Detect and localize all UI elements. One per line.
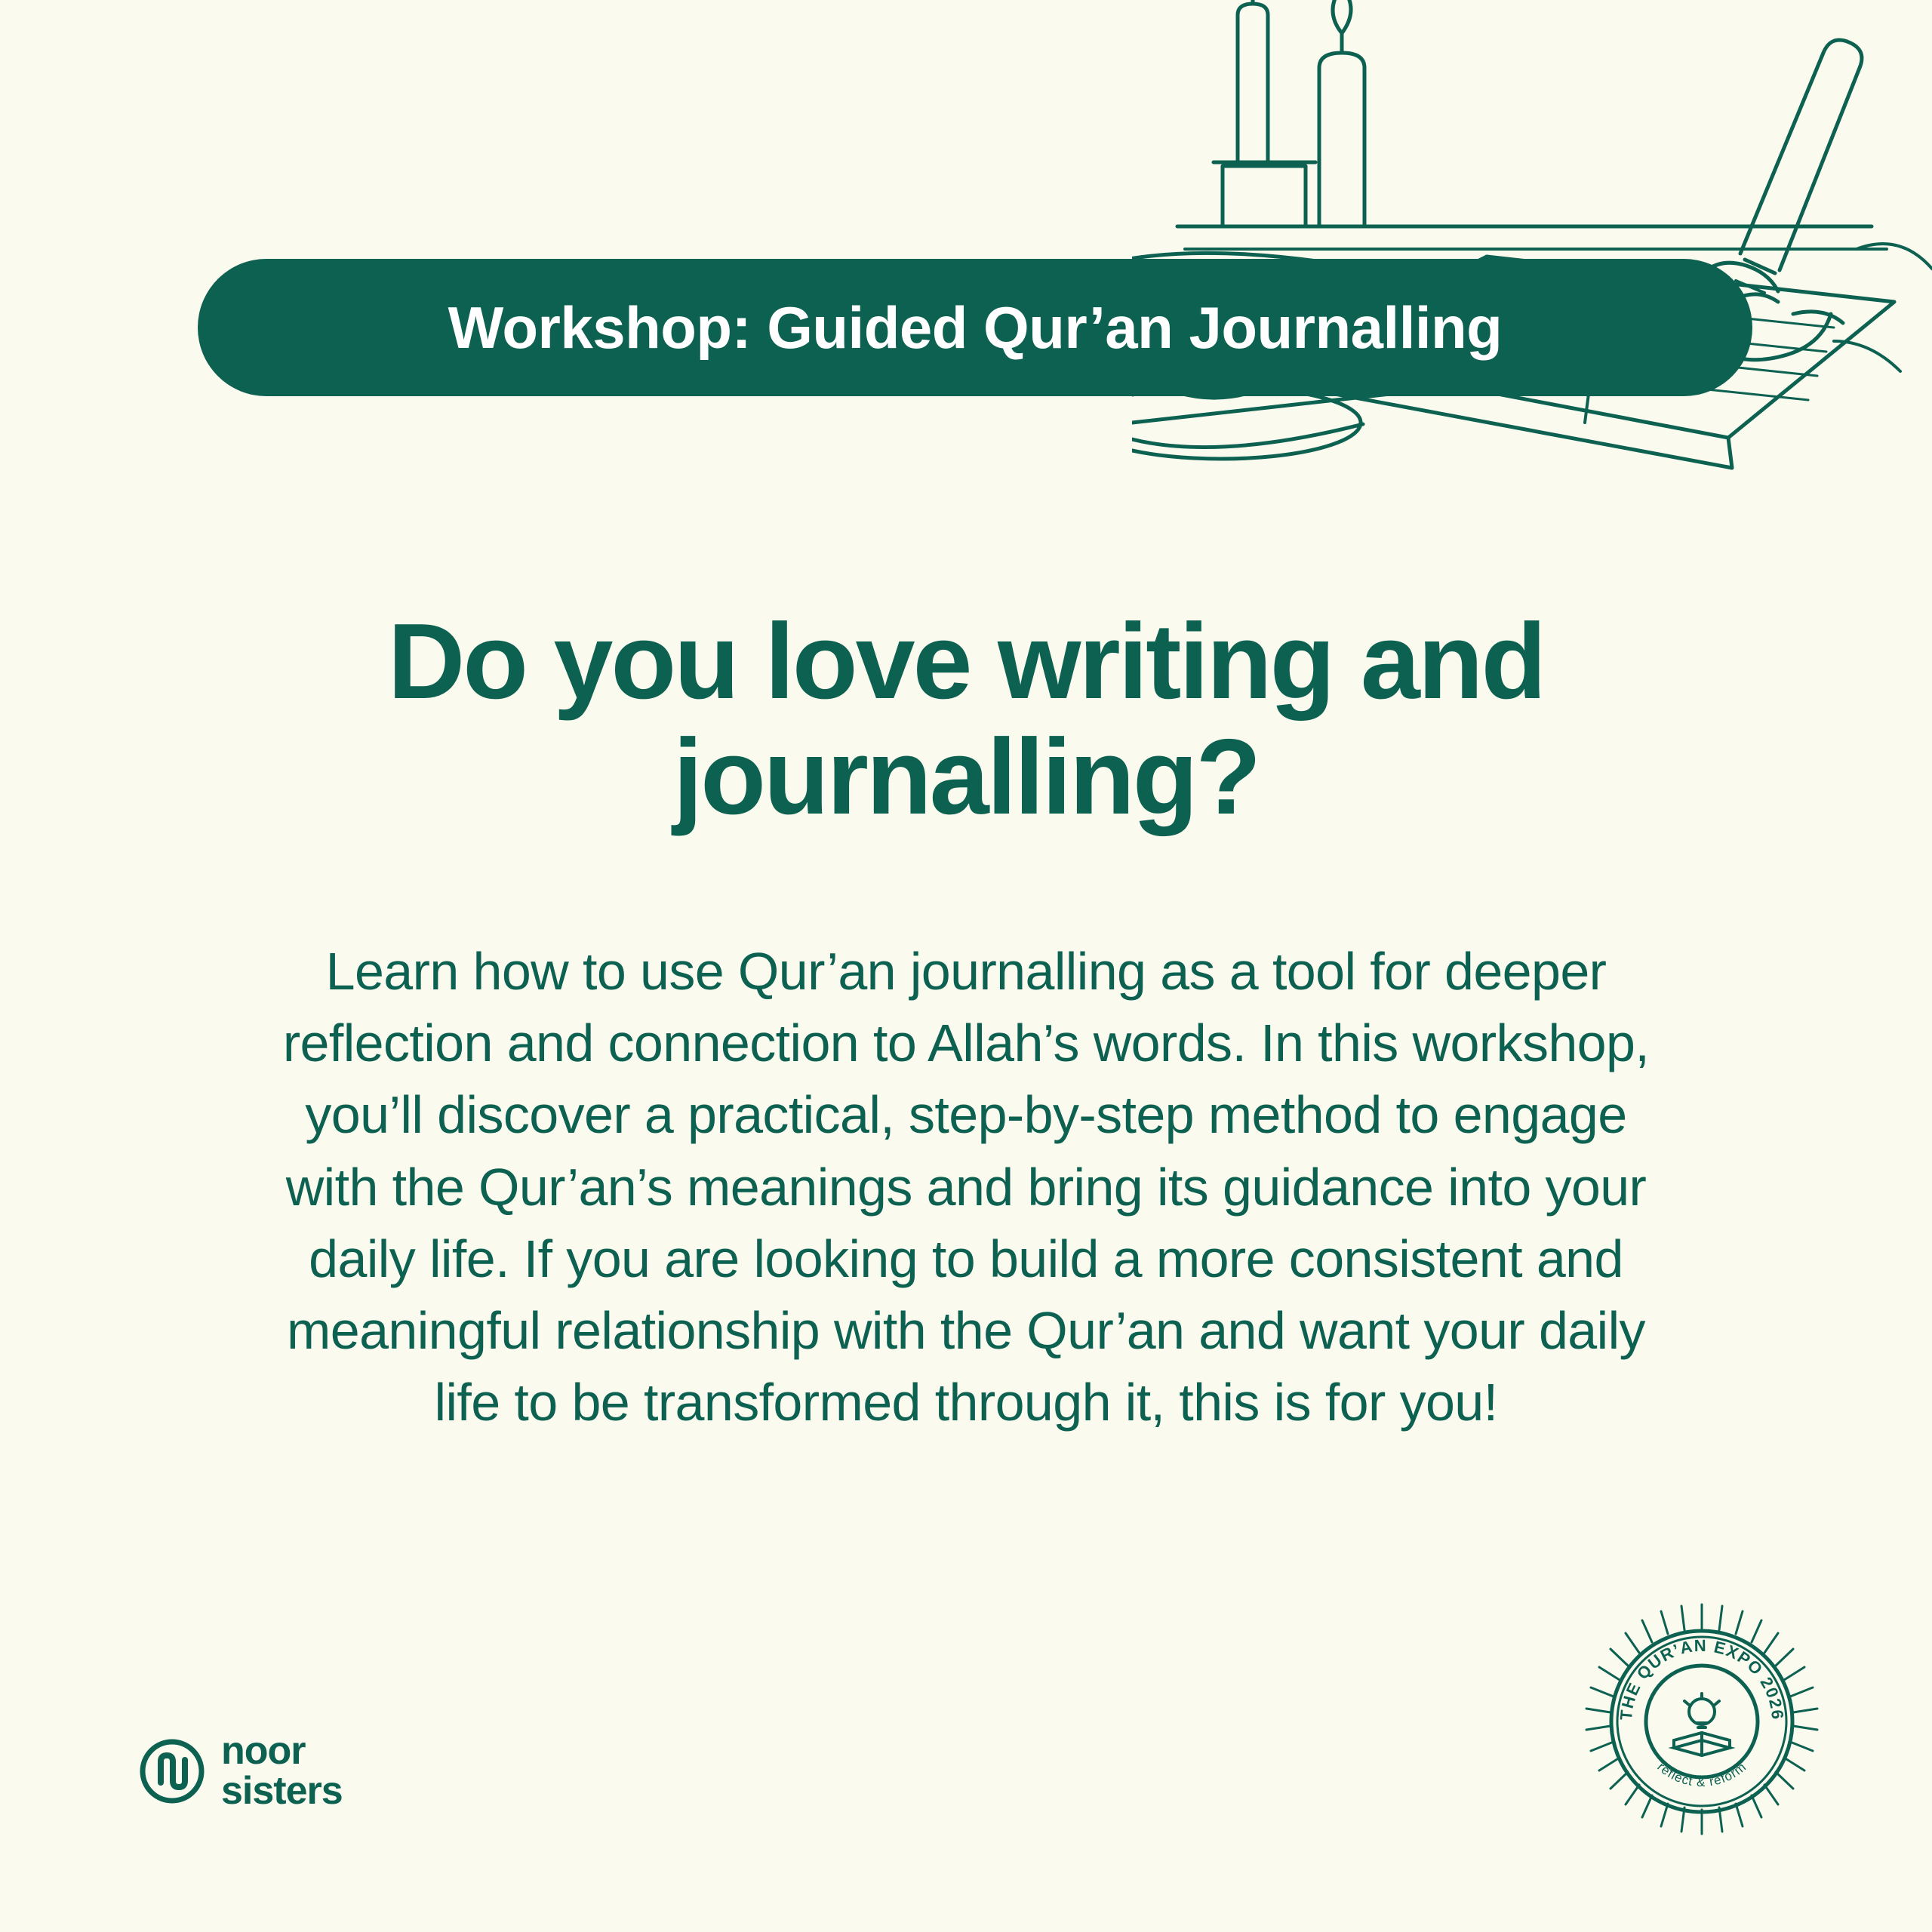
brand-wordmark [221,1728,343,1813]
brand-logo [140,1728,343,1813]
body-paragraph: Learn how to use Qur’an journalling as a tool for deeper reflection and connection to Allah’s words. In this workshop, you’ll discover a practical, step-by-step method to engage with the Qur’an’s meanings and bring its guidance into your daily life. If you are looking to build a more consistent and meaningful relationship with the Qur’an and want your daily life to be transformed through it, this is for you! [282,942,1650,1432]
svg-text:reflect & reform [1654,1759,1749,1789]
open-book-with-lightbulb-icon [1674,1694,1730,1755]
brand-line-2: sisters [221,1768,343,1813]
expo-badge-bottom-text: reflect & reform [1654,1759,1749,1790]
svg-text:THE QUR’AN EXPO 2026 [1617,1636,1787,1721]
expo-badge [1577,1600,1826,1849]
headline-text: Do you love writing and journalling? [387,601,1545,838]
expo-badge-top-text: THE QUR’AN EXPO 2026 [1616,1635,1788,1721]
workshop-title-pill [198,259,1752,396]
workshop-title-text: Workshop: Guided Qur’an Journalling [448,294,1503,361]
brand-line-1: noor [221,1728,306,1773]
noor-sisters-monogram-icon [140,1739,205,1804]
